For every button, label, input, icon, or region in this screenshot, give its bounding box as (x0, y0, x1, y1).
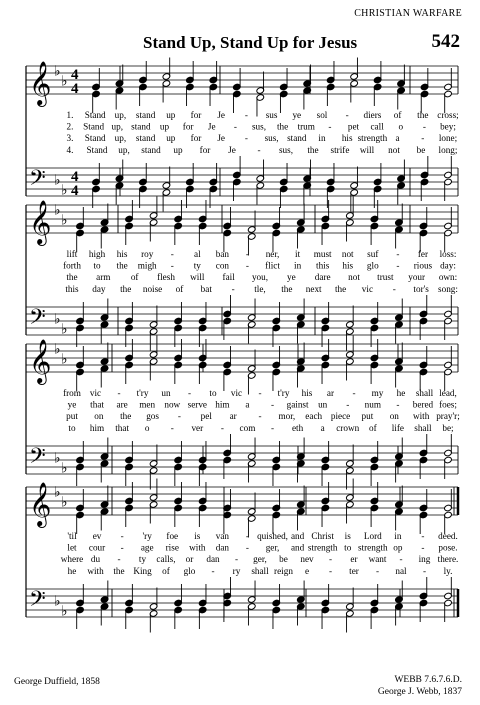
flat-icon: ♭ (54, 173, 61, 189)
lyric-syllable: King (133, 565, 152, 576)
lyric-syllable: strength (357, 133, 388, 144)
lyric-syllable: bey; (440, 121, 456, 132)
lyric-syllable: let (67, 542, 77, 553)
lyric-syllable: noise (142, 283, 163, 294)
lyric-syllable: up (159, 121, 170, 132)
bass-clef-icon: 𝄢 (29, 305, 46, 335)
lyric-syllable: - (345, 110, 349, 120)
lyric-syllable: - (421, 542, 425, 553)
lyric-syllable: now (164, 399, 181, 410)
lyric-syllable: 3. (66, 133, 74, 144)
lyric-syllable: is (344, 531, 351, 541)
lyric-syllable: long; (438, 144, 458, 155)
lyric-syllable: his (116, 249, 128, 259)
lyric-syllable: shall (414, 422, 432, 433)
lyric-syllable: not (341, 249, 354, 259)
lyric-syllable: t'ry (136, 388, 149, 398)
lyric-syllable: shall (415, 388, 434, 398)
lyric-syllable: lift (66, 249, 78, 259)
lyric-syllable: shall (251, 565, 269, 576)
treble-clef-icon: 𝄞 (29, 61, 52, 105)
lyric-syllable: Stand (84, 133, 106, 144)
lyric-syllable: dan (215, 542, 230, 553)
lyric-syllable: stand (135, 110, 156, 120)
lyric-syllable: pet (347, 121, 360, 132)
lyric-syllable: his (342, 260, 354, 271)
lyric-syllable: to (68, 422, 76, 433)
flat-icon: ♭ (61, 213, 68, 229)
lyric-syllable: with (412, 411, 430, 422)
lyric-syllable: dan (206, 554, 220, 565)
lyric-syllable: him (89, 422, 105, 433)
lyric-syllable: strife (330, 144, 350, 155)
lyric-syllable: sol (316, 110, 328, 120)
lyric-syllable: roy (141, 249, 154, 259)
lyric-syllable: - (120, 542, 124, 553)
lyric-syllable: my (371, 388, 384, 398)
lyric-syllable: ner, (265, 249, 280, 259)
lyric-syllable: his (341, 133, 353, 144)
lyric-syllable: Je (217, 133, 226, 144)
lyric-syllable: the (307, 144, 319, 155)
lyric-syllable: ger, (253, 554, 267, 565)
lyric-syllable: ar (229, 411, 237, 422)
lyric-syllable: a (320, 422, 325, 433)
lyric-syllable: sus, (278, 144, 294, 155)
lyric-syllable: nal (395, 565, 407, 576)
lyric-syllable: forth (63, 260, 81, 271)
lyric-syllable: and (290, 542, 305, 553)
lyric-syllable: him (215, 399, 230, 410)
lyric-syllable: age (140, 542, 154, 553)
lyric-syllable: on (94, 411, 104, 422)
lyric-syllable: vic (89, 388, 102, 398)
lyric-syllable: he (67, 565, 77, 576)
lyric-syllable: of (162, 565, 170, 576)
lyric-syllable: put (361, 411, 374, 422)
lyric-syllable: for (199, 144, 211, 155)
lyric-syllable: ly. (443, 565, 453, 576)
lyric-syllable: - (231, 283, 235, 294)
lyric-syllable: - (211, 565, 215, 576)
lyric-syllable: ban (215, 249, 230, 259)
lyric-syllable: flict (265, 260, 280, 271)
lyric-syllable: bered (412, 399, 434, 410)
lyric-syllable: you, (251, 272, 269, 283)
lyric-syllable: Christ (311, 531, 334, 541)
author-credit: George Duffield, 1858 (14, 677, 100, 687)
lyric-syllable: piece (330, 411, 351, 422)
lyric-syllable: flesh (157, 272, 175, 283)
flat-icon: ♭ (61, 322, 68, 338)
lyric-syllable: - (245, 531, 249, 541)
lyric-syllable: - (328, 121, 332, 132)
lyric-syllable: in (394, 531, 402, 541)
lyric-syllable: own: (438, 272, 458, 283)
flat-icon: ♭ (54, 451, 61, 467)
lyric-syllable: - (120, 531, 124, 541)
lyric-syllable: - (170, 260, 174, 271)
lyric-syllable: of (130, 272, 139, 283)
lyric-syllable: up, (114, 133, 127, 144)
lyric-syllable: - (244, 133, 248, 144)
lyric-syllable: the (277, 121, 289, 132)
lyric-syllable: he (396, 388, 406, 398)
lyric-syllable: put (66, 411, 78, 422)
lyric-syllable: un (161, 388, 171, 398)
lyric-syllable: serve (187, 399, 208, 410)
lyric-syllable: be; (442, 422, 454, 433)
lyric-syllable: - (396, 260, 400, 271)
lyric-syllable: ry (232, 565, 241, 576)
flat-icon: ♭ (54, 203, 61, 219)
lyric-syllable: stand (131, 121, 151, 132)
lyric-syllable: - (396, 399, 400, 410)
lyric-syllable: - (170, 249, 174, 259)
lyric-syllable: - (258, 411, 262, 422)
lyric-syllable: pose. (438, 542, 458, 553)
lyric-syllable: the (120, 283, 132, 294)
lyric-syllable: ty (193, 260, 201, 271)
lyric-syllable: his (301, 388, 313, 398)
lyric-syllable: up, (118, 144, 130, 155)
lyric-syllable: mor, (278, 411, 296, 422)
lyric-syllable: up, (111, 121, 123, 132)
lyric-syllable: pel (200, 411, 212, 422)
lyric-syllable: trum (297, 121, 315, 132)
lyric-syllable: ver (191, 422, 204, 433)
lyric-syllable: - (220, 422, 224, 433)
time-signature: 4 (71, 67, 79, 83)
lyric-syllable: a (395, 133, 400, 144)
lyric-syllable: next (305, 283, 322, 294)
lyric-syllable: this (65, 283, 79, 294)
lyric-syllable: - (233, 121, 237, 132)
lyric-syllable: 'til (67, 531, 77, 541)
lyric-syllable: - (396, 249, 400, 259)
lyric-syllable: where (60, 554, 84, 565)
lyric-syllable: t'ry (277, 388, 290, 398)
lyric-syllable: ger, (265, 542, 280, 553)
lyric-syllable: that (90, 399, 104, 410)
lyric-syllable: van (215, 531, 230, 541)
lyric-syllable: want (368, 554, 387, 565)
lyric-syllable: - (375, 565, 380, 576)
lyric-syllable: glo (183, 565, 196, 576)
lyric-syllable: the (120, 411, 132, 422)
lyric-syllable: call (370, 121, 384, 132)
lyric-syllable: day (92, 283, 106, 294)
lyric-syllable: of (368, 422, 377, 433)
bass-clef-icon: 𝄢 (29, 166, 46, 196)
lyric-syllable: high (88, 249, 106, 259)
lyric-syllable: to (344, 542, 352, 553)
lyric-syllable: - (328, 565, 333, 576)
lyric-syllable: sus, (264, 133, 279, 144)
lyric-syllable: - (392, 283, 396, 294)
lyric-syllable: strength (307, 542, 338, 553)
flat-icon: ♭ (54, 312, 61, 328)
lyric-syllable: - (271, 422, 275, 433)
lyric-syllable: a (245, 399, 250, 410)
lyric-syllable: Je (228, 144, 236, 155)
lyric-syllable: rious (413, 260, 433, 271)
lyric-syllable: ing (418, 554, 431, 565)
flat-icon: ♭ (61, 183, 68, 199)
lyric-syllable: this (316, 260, 330, 271)
lyric-syllable: will (359, 144, 375, 155)
lyric-syllable: and (290, 531, 305, 541)
lyric-syllable: diers (363, 110, 382, 120)
lyric-syllable: - (245, 260, 249, 271)
lyric-syllable: o (398, 121, 404, 132)
lyric-syllable: e (304, 565, 310, 576)
lyric-syllable: deed. (438, 531, 458, 541)
lyric-syllable: the (116, 260, 128, 271)
time-signature: 4 (71, 183, 79, 199)
lyric-syllable: sus, (251, 121, 267, 132)
lyric-syllable: not (348, 272, 360, 283)
lyric-syllable: ye (286, 272, 296, 283)
lyric-syllable: arm (96, 272, 111, 283)
lyric-syllable: to (209, 388, 217, 398)
lyric-syllable: of (175, 283, 184, 294)
lyric-syllable: Stand (86, 144, 108, 155)
lyric-syllable: in (294, 260, 302, 271)
lyric-syllable: on (389, 411, 399, 422)
lyric-syllable: fer (417, 249, 429, 259)
lyric-syllable: to (93, 260, 101, 271)
lyric-syllable: in (318, 133, 326, 144)
lyric-syllable: trust (377, 272, 394, 283)
bass-clef-icon: 𝄢 (29, 587, 46, 617)
lyric-syllable: ty (138, 554, 147, 565)
flat-icon: ♭ (61, 74, 68, 90)
treble-clef-icon: 𝄞 (29, 482, 52, 526)
lyric-syllable: reign (274, 565, 293, 576)
lyric-syllable: o (144, 422, 150, 433)
lyric-syllable: com (239, 422, 256, 433)
lyric-syllable: up, (114, 110, 127, 120)
lyric-syllable: not (388, 144, 400, 155)
lyric-syllable: - (422, 121, 426, 132)
flat-icon: ♭ (54, 485, 61, 501)
lyric-syllable: quished, (257, 531, 288, 541)
lyric-syllable: is (194, 531, 201, 541)
lyric-syllable: ye (67, 399, 77, 410)
tune-name: WEBB 7.6.7.6.D. (394, 675, 462, 685)
lyric-syllable: be (279, 554, 288, 565)
lyric-syllable: con (215, 260, 230, 271)
lyric-syllable: must (313, 249, 332, 259)
lyric-syllable: al (194, 249, 201, 259)
lyric-syllable: num (364, 399, 381, 410)
lyric-syllable: dare (314, 272, 331, 283)
lyric-syllable: foe (166, 531, 179, 541)
flat-icon: ♭ (61, 495, 68, 511)
lyric-syllable: er (350, 554, 358, 565)
lyric-syllable: the (417, 110, 429, 120)
treble-clef-icon: 𝄞 (29, 200, 52, 244)
lyric-syllable: tor's (413, 283, 429, 294)
flat-icon: ♭ (54, 64, 61, 80)
lyric-syllable: suf (367, 249, 379, 259)
lyric-syllable: op (393, 542, 403, 553)
lyric-syllable: 4. (66, 144, 74, 155)
lyric-syllable: 'ry (142, 531, 152, 541)
lyric-syllable: un (318, 399, 328, 410)
lyric-syllable: - (244, 110, 248, 120)
lyric-syllable: nev (300, 554, 314, 565)
lyric-syllable: - (117, 554, 121, 565)
lyric-syllable: up (173, 144, 183, 155)
lyric-syllable: rise (165, 542, 179, 553)
lyric-syllable: it (295, 249, 301, 259)
lyric-syllable: du (90, 554, 101, 565)
lyric-syllable: - (399, 554, 403, 565)
lyric-syllable: - (187, 388, 192, 398)
lyric-syllable: - (352, 388, 356, 398)
lyric-syllable: - (245, 542, 249, 553)
time-signature: 4 (71, 169, 79, 185)
lyric-syllable: Stand (84, 110, 106, 120)
lyric-syllable: of (393, 110, 402, 120)
lyric-syllable: - (257, 144, 261, 155)
lyric-syllable: fail (222, 272, 235, 283)
lyric-syllable: migh (137, 260, 157, 271)
lyric-syllable: gos (146, 411, 159, 422)
lyric-syllable: cour (88, 542, 106, 553)
lyric-syllable: - (234, 554, 239, 565)
lyric-syllable: ter (349, 565, 359, 576)
lyric-syllable: for (190, 110, 202, 120)
lyric-syllable: or (185, 554, 194, 565)
flat-icon: ♭ (54, 594, 61, 610)
composer-credit: George J. Webb, 1837 (377, 687, 462, 697)
lyric-syllable: Je (217, 110, 226, 120)
lyric-syllable: that (115, 422, 130, 433)
lyric-syllable: ye (292, 110, 302, 120)
lyric-syllable: day: (440, 260, 456, 271)
hymn-number: 542 (431, 31, 460, 52)
lyric-syllable: for (182, 121, 194, 132)
lyric-syllable: foes; (439, 399, 457, 410)
treble-clef-icon: 𝄞 (29, 339, 52, 383)
lyric-syllable: stand (287, 133, 307, 144)
lyric-syllable: - (258, 388, 262, 398)
flat-icon: ♭ (61, 352, 68, 368)
lyric-syllable: bat (200, 283, 212, 294)
lyric-syllable: with (189, 542, 206, 553)
lyric-syllable: men (139, 399, 156, 410)
lyric-syllable: vic (361, 283, 374, 294)
bass-clef-icon: 𝄢 (29, 444, 46, 474)
lyric-syllable: pray'r; (436, 411, 460, 422)
lyric-syllable: are (116, 399, 128, 410)
lyric-syllable: 1. (66, 110, 74, 120)
lyric-syllable: for (190, 133, 202, 144)
lyric-syllable: - (346, 399, 350, 410)
lyric-syllable: Lord (363, 531, 382, 541)
lyric-syllable: eth (291, 422, 304, 433)
lyric-syllable: lone; (438, 133, 458, 144)
lyric-syllable: will (190, 272, 205, 283)
lyric-syllable: stand (141, 144, 161, 155)
lyric-syllable: - (170, 422, 174, 433)
lyric-syllable: vic (230, 388, 243, 398)
lyric-syllable: life (391, 422, 404, 433)
lyric-syllable: - (328, 554, 333, 565)
lyric-syllable: - (421, 133, 425, 144)
lyric-syllable: ar (326, 388, 335, 398)
lyric-syllable: Je (207, 121, 216, 132)
lyric-syllable: up (166, 133, 176, 144)
lyric-syllable: - (421, 531, 425, 541)
lyric-syllable: from (63, 388, 81, 398)
lyric-syllable: tle, (254, 283, 266, 294)
lyric-syllable: the (334, 283, 347, 294)
lyric-syllable: - (177, 411, 181, 422)
lyric-syllable: be (416, 144, 426, 155)
lyric-syllable: sus (265, 110, 278, 120)
lyric-syllable: - (422, 565, 427, 576)
lyric-syllable: with (87, 565, 104, 576)
lyric-syllable: Stand (83, 121, 105, 132)
lyric-syllable: the (113, 565, 125, 576)
lyric-syllable: gainst (286, 399, 309, 410)
lyric-syllable: the (66, 272, 78, 283)
lyric-syllable: - (245, 249, 249, 259)
flat-icon: ♭ (61, 604, 68, 620)
lyric-syllable: each (305, 411, 323, 422)
lyric-syllable: calls, (156, 554, 176, 565)
lyric-syllable: - (117, 388, 121, 398)
hymn-title: Stand Up, Stand Up for Jesus (143, 33, 358, 52)
time-signature: 4 (71, 81, 79, 97)
lyric-syllable: stand (135, 133, 156, 144)
lyric-syllable: glo (366, 260, 379, 271)
lyric-syllable: there. (437, 554, 459, 565)
lyric-syllable: song: (438, 283, 458, 294)
lyric-syllable: crown (336, 422, 360, 433)
lyric-syllable: strength (357, 542, 388, 553)
lyric-syllable: - (271, 399, 275, 410)
lyric-syllable: up (166, 110, 176, 120)
lyric-syllable: loss: (439, 249, 457, 259)
flat-icon: ♭ (54, 342, 61, 358)
lyric-syllable: 2. (66, 121, 74, 132)
lyric-syllable: cross; (437, 110, 459, 120)
lyric-syllable: lead, (439, 388, 457, 398)
lyric-syllable: your (408, 272, 426, 283)
lyric-syllable: the (281, 283, 293, 294)
lyric-syllable: ev (92, 531, 102, 541)
flat-icon: ♭ (61, 461, 68, 477)
section-heading: CHRISTIAN WARFARE (354, 8, 462, 19)
